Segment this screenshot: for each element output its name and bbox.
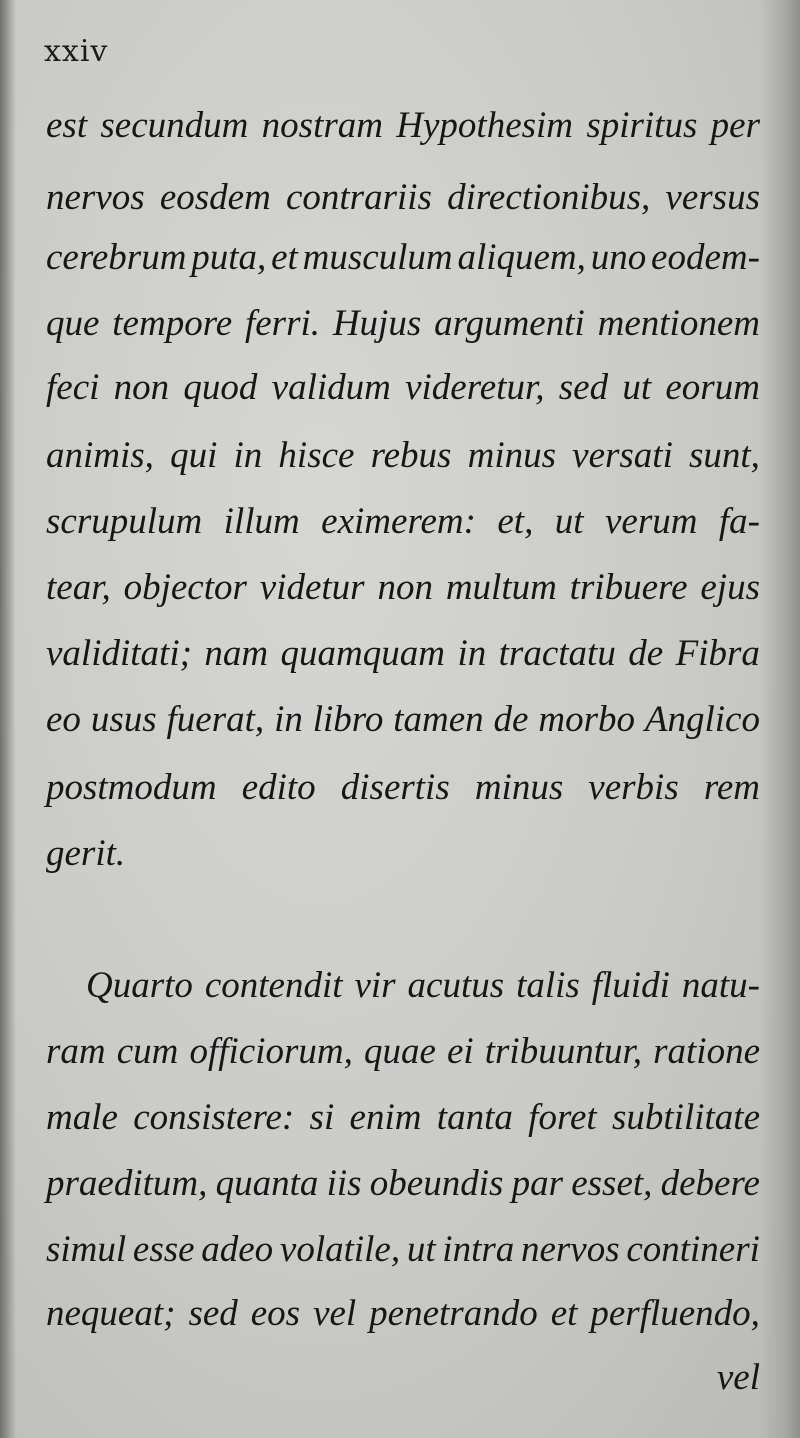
text-line: nequeat; sed eos vel penetrando et perfluendo, <box>46 1293 760 1334</box>
text-line: simul esse adeo volatile, ut intra nervos contineri <box>46 1229 760 1270</box>
page-number: xxiv <box>44 34 109 69</box>
text-line: animis, qui in hisce rebus minus versati sunt, <box>46 435 760 476</box>
text-line: tear, objector videtur non multum tribuere ejus <box>46 567 760 608</box>
text-line: gerit. <box>46 833 126 874</box>
text-line: eo usus fuerat, in libro tamen de morbo Anglico <box>46 699 760 740</box>
text-line: est secundum nostram Hypothesim spiritus per <box>46 105 760 146</box>
catchword: vel <box>716 1357 760 1398</box>
text-line: postmodum edito disertis minus verbis rem <box>46 767 760 808</box>
text-line: scrupulum illum eximerem: et, ut verum fa- <box>46 501 760 542</box>
text-line: ram cum officiorum, quae ei tribuuntur, ratione <box>46 1031 760 1072</box>
text-line: praeditum, quanta iis obeundis par esset, debere <box>46 1163 760 1204</box>
text-line: nervos eosdem contrariis directionibus, versus <box>46 177 760 218</box>
text-line: que tempore ferri. Hujus argumenti mentionem <box>46 303 760 344</box>
text-line: cerebrum puta, et musculum aliquem, uno eodem- <box>46 237 760 278</box>
text-line: Quarto contendit vir acutus talis fluidi natu- <box>86 965 760 1006</box>
text-line: male consistere: si enim tanta foret subtilitate <box>46 1097 760 1138</box>
text-line: validitati; nam quamquam in tractatu de Fibra <box>46 633 760 674</box>
text-line: feci non quod validum videretur, sed ut eorum <box>46 367 760 408</box>
